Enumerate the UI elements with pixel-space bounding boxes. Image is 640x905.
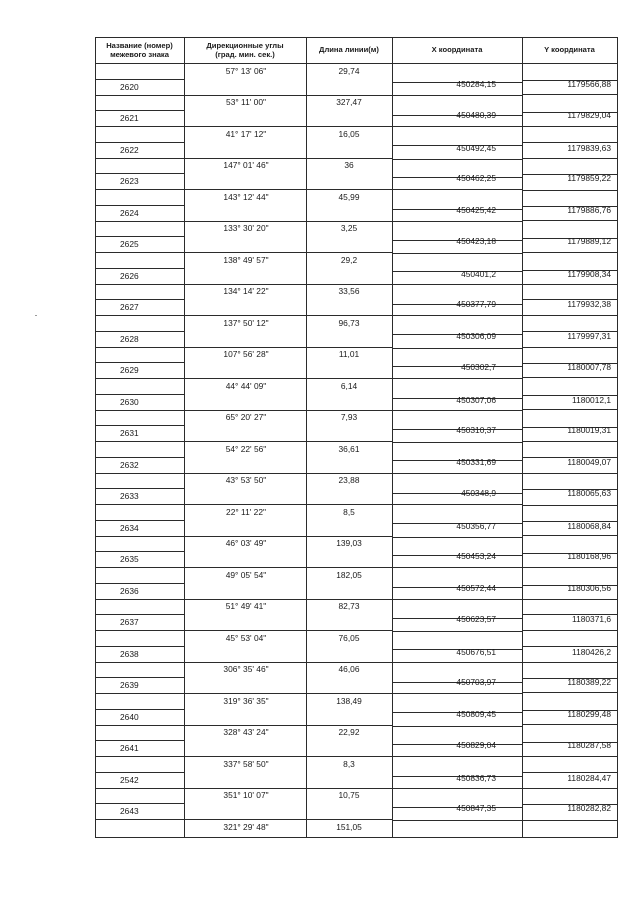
row-rule [95, 756, 184, 757]
y-coordinate: 1179839,63 [567, 143, 611, 154]
row-rule [95, 599, 184, 600]
row-rule [522, 441, 617, 442]
point-name: 2632 [120, 459, 139, 470]
row-rule [184, 95, 392, 96]
direction-angle: 133° 30' 20" [223, 223, 269, 234]
line-length: 29,74 [338, 65, 360, 76]
x-coordinate: 450829,04 [456, 740, 496, 751]
row-rule [184, 410, 392, 411]
y-coordinate: 1179889,12 [567, 236, 611, 247]
row-rule [522, 126, 617, 127]
point-name: 2628 [120, 333, 139, 344]
row-rule [184, 158, 392, 159]
row-rule [95, 189, 184, 190]
row-rule [95, 646, 184, 647]
boundary-coordinates-table [95, 37, 617, 837]
x-coordinate: 450703,97 [456, 677, 496, 688]
row-rule [522, 692, 617, 693]
direction-angle: 41° 17' 12" [225, 128, 267, 139]
y-coordinate: 1180012,1 [572, 395, 611, 406]
direction-angle: 54° 22' 56" [225, 443, 267, 454]
row-rule [392, 599, 522, 600]
line-length: 8,3 [343, 758, 355, 769]
y-coordinate: 1180426,2 [572, 647, 611, 658]
row-rule [95, 803, 184, 804]
row-rule [95, 709, 184, 710]
point-name: 2621 [120, 113, 139, 124]
row-rule [522, 820, 617, 821]
direction-angle: 137° 50' 12" [223, 317, 269, 328]
line-length: 33,56 [338, 286, 360, 297]
row-rule [184, 189, 392, 190]
y-coordinate: 1180284,47 [567, 773, 611, 784]
y-coordinate: 1180007,78 [567, 362, 611, 373]
row-rule [392, 537, 522, 538]
line-length: 36,61 [338, 443, 360, 454]
y-coordinate: 1180389,22 [567, 677, 611, 688]
x-coordinate: 450480,39 [456, 110, 496, 121]
row-rule [95, 551, 184, 552]
y-coordinate: 1179932,38 [567, 299, 611, 310]
x-coordinate: 450377,79 [456, 299, 496, 310]
row-rule [184, 819, 392, 820]
row-rule [95, 662, 184, 663]
x-coordinate: 450284,15 [456, 78, 496, 89]
direction-angle: 57° 13' 06" [225, 65, 267, 76]
x-coordinate: 450401,2 [461, 269, 496, 280]
row-rule [522, 409, 617, 410]
row-rule [95, 772, 184, 773]
row-rule [522, 630, 617, 631]
row-rule [95, 520, 184, 521]
row-rule [95, 315, 184, 316]
direction-angle: 45° 53' 04" [225, 632, 267, 643]
y-coordinate: 1179997,31 [567, 330, 611, 341]
row-rule [392, 410, 522, 411]
row-rule [184, 126, 392, 127]
line-length: 96,73 [338, 317, 360, 328]
row-rule [522, 220, 617, 221]
line-length: 6,14 [340, 380, 358, 391]
y-coordinate: 1180049,07 [567, 456, 611, 467]
point-name: 2627 [120, 302, 139, 313]
row-rule [95, 362, 184, 363]
x-coordinate: 450836,73 [456, 773, 496, 784]
row-rule [95, 347, 184, 348]
row-rule [522, 284, 617, 285]
y-coordinate: 1179566,88 [567, 78, 611, 89]
x-coordinate: 450310,37 [456, 425, 496, 436]
row-rule [95, 488, 184, 489]
point-name: 2634 [120, 522, 139, 533]
row-rule [392, 95, 522, 96]
row-rule [95, 567, 184, 568]
point-name: 2635 [120, 554, 139, 565]
row-rule [522, 535, 617, 536]
point-name: 2640 [120, 711, 139, 722]
x-coordinate: 450847,35 [456, 803, 496, 814]
row-rule [522, 724, 617, 725]
line-length: 22,92 [338, 727, 360, 738]
row-rule [522, 315, 617, 316]
row-rule [184, 630, 392, 631]
line-length: 327,47 [336, 97, 362, 108]
point-name: 2623 [120, 176, 139, 187]
row-rule [184, 378, 392, 379]
row-rule [392, 726, 522, 727]
direction-angle: 46° 03' 49" [225, 538, 267, 549]
row-rule [392, 504, 522, 505]
row-rule [95, 236, 184, 237]
line-length: 36 [344, 160, 354, 171]
row-rule [392, 348, 522, 349]
point-name: 2643 [120, 806, 139, 817]
y-coordinate: 1180306,56 [567, 582, 611, 593]
y-coordinate: 1180068,84 [567, 521, 611, 532]
direction-angle: 134° 14' 22" [223, 286, 269, 297]
y-coordinate: 1180282,82 [567, 803, 611, 814]
column-border-5 [617, 37, 618, 837]
x-coordinate: 450356,77 [456, 521, 496, 532]
column-border-3 [392, 37, 393, 837]
row-rule [95, 536, 184, 537]
y-coordinate: 1180168,96 [567, 551, 611, 562]
direction-angle: 22° 11' 22" [226, 506, 266, 517]
direction-angle: 49° 05' 54" [225, 569, 267, 580]
row-rule [392, 473, 522, 474]
point-name: 2639 [120, 680, 139, 691]
row-rule [95, 158, 184, 159]
y-coordinate: 1179829,04 [567, 110, 611, 121]
x-coordinate: 450425,42 [456, 204, 496, 215]
x-coordinate: 450302,7 [461, 362, 496, 373]
header-point-name: Название (номер) межевого знака [106, 40, 173, 59]
line-length: 182,05 [336, 569, 362, 580]
direction-angle: 53° 11' 00" [226, 97, 266, 108]
header-x-coordinate: X координата [431, 45, 483, 55]
direction-angle: 321° 29' 48" [223, 821, 269, 832]
row-rule [522, 190, 617, 191]
row-rule [184, 473, 392, 474]
row-rule [392, 253, 522, 254]
row-rule [184, 536, 392, 537]
row-rule [184, 567, 392, 568]
point-name: 2641 [120, 743, 139, 754]
row-rule [95, 740, 184, 741]
row-rule [184, 788, 392, 789]
table-bottom-border [95, 837, 618, 838]
row-rule [95, 473, 184, 474]
point-name: 2636 [120, 585, 139, 596]
x-coordinate: 450676,51 [456, 647, 496, 658]
line-length: 139,03 [336, 538, 362, 549]
x-coordinate: 450492,45 [456, 143, 496, 154]
y-coordinate: 1179908,34 [567, 269, 611, 280]
direction-angle: 65° 20' 27" [225, 412, 267, 423]
row-rule [95, 268, 184, 269]
point-name: 2624 [120, 207, 139, 218]
row-rule [392, 315, 522, 316]
row-rule [95, 677, 184, 678]
x-coordinate: 450307,06 [456, 395, 496, 406]
row-rule [95, 410, 184, 411]
y-coordinate: 1180299,48 [567, 708, 611, 719]
row-rule [95, 425, 184, 426]
direction-angle: 147° 01' 46" [223, 160, 269, 171]
point-name: 2629 [120, 365, 139, 376]
direction-angle: 337° 58' 50" [223, 758, 269, 769]
line-length: 138,49 [336, 695, 362, 706]
row-rule [522, 94, 617, 95]
point-name: 2637 [120, 617, 139, 628]
row-rule [522, 756, 617, 757]
line-length: 151,05 [336, 821, 362, 832]
x-coordinate: 450331,69 [456, 456, 496, 467]
x-coordinate: 450423,18 [456, 236, 496, 247]
row-rule [522, 252, 617, 253]
direction-angle: 143° 12' 44" [223, 191, 269, 202]
row-rule [95, 252, 184, 253]
point-name: 2625 [120, 239, 139, 250]
row-rule [95, 457, 184, 458]
line-length: 16,05 [338, 128, 360, 139]
line-length: 29,2 [340, 254, 358, 265]
row-rule [95, 504, 184, 505]
direction-angle: 328° 43' 24" [223, 727, 269, 738]
row-rule [95, 173, 184, 174]
line-length: 8,5 [343, 506, 355, 517]
row-rule [95, 788, 184, 789]
point-name: 2631 [120, 428, 139, 439]
row-rule [392, 159, 522, 160]
row-rule [392, 631, 522, 632]
row-rule [522, 567, 617, 568]
point-name: 2542 [120, 774, 139, 785]
row-rule [522, 473, 617, 474]
row-rule [392, 126, 522, 127]
row-rule [95, 725, 184, 726]
row-rule [95, 331, 184, 332]
row-rule [95, 441, 184, 442]
x-coordinate: 450348,9 [461, 488, 496, 499]
row-rule [392, 788, 522, 789]
row-rule [392, 189, 522, 190]
direction-angle: 306° 35' 46" [223, 664, 269, 675]
line-length: 46,06 [338, 664, 360, 675]
row-rule [95, 614, 184, 615]
row-rule [392, 221, 522, 222]
row-rule [392, 378, 522, 379]
x-coordinate: 450809,45 [456, 708, 496, 719]
y-coordinate: 1179886,76 [567, 204, 611, 215]
y-coordinate: 1180065,63 [567, 488, 611, 499]
row-rule [184, 441, 392, 442]
row-rule [392, 442, 522, 443]
direction-angle: 138° 49' 57" [223, 254, 269, 265]
line-length: 7,93 [340, 412, 358, 423]
row-rule [95, 95, 184, 96]
row-rule [392, 693, 522, 694]
point-name: 2626 [120, 270, 139, 281]
row-rule [522, 158, 617, 159]
header-bottom-border [95, 63, 617, 64]
row-rule [95, 205, 184, 206]
row-rule [95, 142, 184, 143]
row-rule [95, 110, 184, 111]
row-rule [522, 347, 617, 348]
line-length: 23,88 [338, 475, 360, 486]
direction-angle: 351° 10' 07" [223, 790, 269, 801]
point-name: 2638 [120, 648, 139, 659]
row-rule [184, 504, 392, 505]
point-name: 2622 [120, 144, 139, 155]
point-name: 2633 [120, 491, 139, 502]
header-direction-angle: Дирекционные углы (град. мин. сек.) [206, 40, 284, 59]
point-name: 2620 [120, 81, 139, 92]
line-length: 82,73 [338, 601, 360, 612]
row-rule [184, 662, 392, 663]
row-rule [522, 377, 617, 378]
row-rule [95, 221, 184, 222]
line-length: 45,99 [338, 191, 360, 202]
row-rule [522, 505, 617, 506]
x-coordinate: 450572,44 [456, 582, 496, 593]
point-name: 2630 [120, 396, 139, 407]
row-rule [184, 693, 392, 694]
x-coordinate: 450306,09 [456, 330, 496, 341]
direction-angle: 319° 36' 35" [223, 695, 269, 706]
row-rule [95, 394, 184, 395]
row-rule [522, 662, 617, 663]
row-rule [184, 725, 392, 726]
header-line-length: Длина линии(м) [319, 45, 379, 55]
row-rule [392, 284, 522, 285]
row-rule [522, 599, 617, 600]
direction-angle: 44° 44' 09" [225, 380, 267, 391]
direction-angle: 107° 56' 28" [223, 349, 269, 360]
row-rule [392, 662, 522, 663]
direction-angle: 51° 49' 41" [225, 601, 267, 612]
row-rule [95, 79, 184, 80]
y-coordinate: 1180287,58 [567, 740, 611, 751]
row-rule [95, 378, 184, 379]
direction-angle: 43° 53' 50" [225, 475, 267, 486]
row-rule [392, 756, 522, 757]
x-coordinate: 450453,24 [456, 551, 496, 562]
row-rule [95, 819, 184, 820]
row-rule [95, 284, 184, 285]
header-y-coordinate: Y координата [544, 45, 595, 55]
row-rule [95, 299, 184, 300]
row-rule [522, 788, 617, 789]
row-rule [184, 221, 392, 222]
scan-speck [35, 315, 37, 316]
y-coordinate: 1180371,6 [572, 614, 611, 625]
line-length: 10,75 [338, 790, 360, 801]
row-rule [184, 284, 392, 285]
x-coordinate: 450623,57 [456, 614, 496, 625]
line-length: 76,05 [338, 632, 360, 643]
row-rule [184, 756, 392, 757]
row-rule [392, 567, 522, 568]
row-rule [184, 347, 392, 348]
line-length: 11,01 [338, 349, 360, 360]
x-coordinate: 450462,25 [456, 173, 496, 184]
row-rule [95, 630, 184, 631]
row-rule [184, 252, 392, 253]
row-rule [184, 599, 392, 600]
row-rule [184, 315, 392, 316]
row-rule [95, 583, 184, 584]
y-coordinate: 1179859,22 [567, 173, 611, 184]
row-rule [95, 693, 184, 694]
y-coordinate: 1180019,31 [567, 425, 611, 436]
line-length: 3,25 [340, 223, 358, 234]
row-rule [392, 820, 522, 821]
row-rule [95, 126, 184, 127]
table-top-border [95, 37, 617, 38]
